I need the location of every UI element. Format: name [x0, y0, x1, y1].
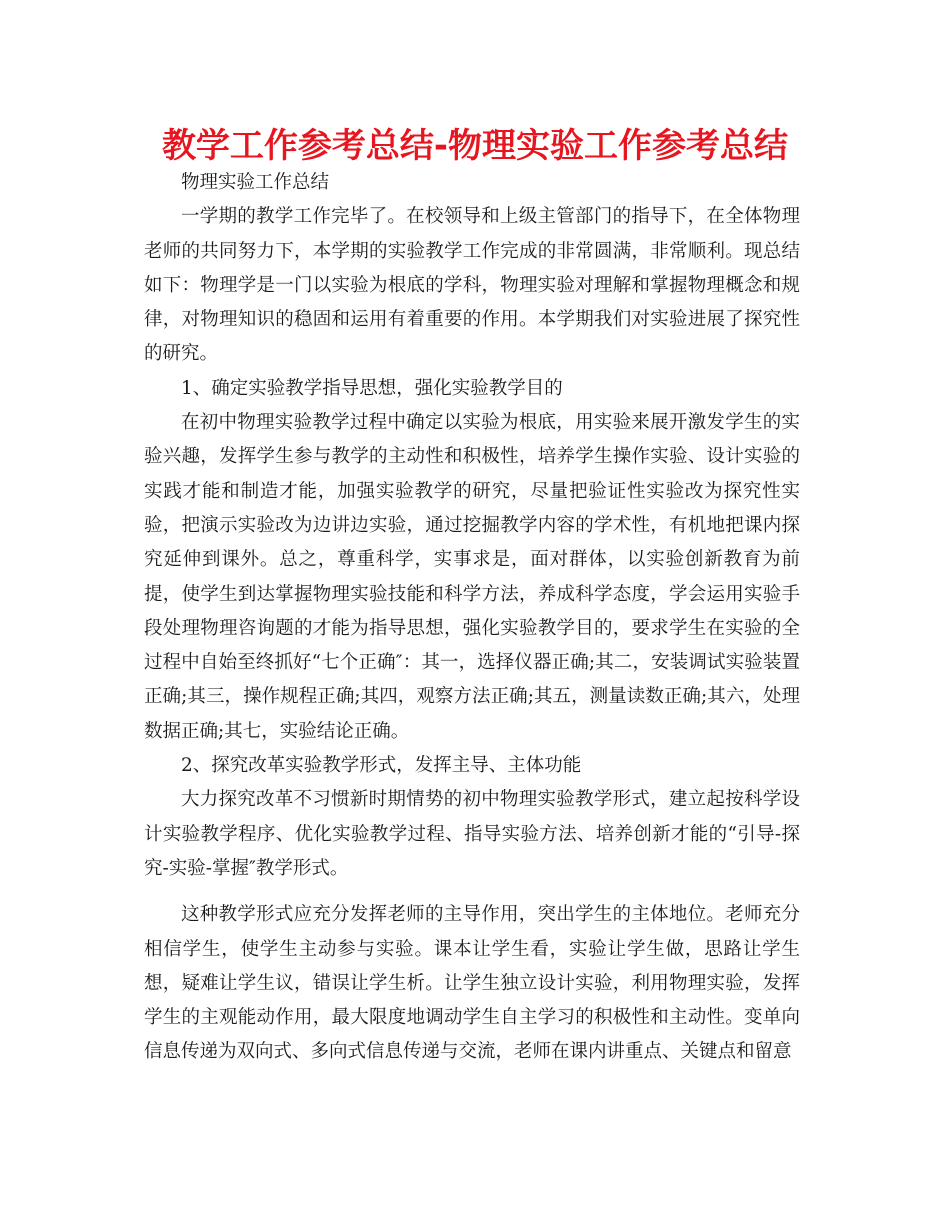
section-heading: 1、确定实验教学指导思想，强化实验教学目的 [181, 377, 563, 399]
section-heading: 物理实验工作总结 [181, 172, 330, 193]
paragraph: 大力探究改革不习惯新时期情势的初中物理实验教学形式，建立起按科学设计实验教学程序、优化实验教学过程、指导实验方法、培养创新才能的“引导-探究-实验-掌握″教学形式。 [144, 789, 800, 879]
paragraph: 在初中物理实验教学过程中确定以实验为根底，用实验来展开激发学生的实验兴趣，发挥学生参与教学的主动性和积极性，培养学生操作实验、设计实验的实践才能和制造才能，加强实验教学的研究，尽量把验证性实验改为探究性实验，把演示实验改为边讲边实验，通过挖掘教学内容的学术性，有机地把课内探究延伸到课外。总之，尊重科学，实事求是，面对群体，以实验创新教育为前提，使学生到达掌握物理实验技能和科学方法，养成科学态度，学会运用实验手段处理物理咨询题的才能为指导思想，强化实验教学目的，要求学生在实验的全过程中自始至终抓好“七个正确″：其一，选择仪器正确;其二，安装调试实验装置正确;其三，操作规程正确;其四，观察方法正确;其五，测量读数正确;其六，处理数据正确;其七，实验结论正确。 [144, 412, 800, 742]
section-heading: 2、探究改革实验教学形式，发挥主导、主体功能 [181, 755, 582, 777]
paragraph: 这种教学形式应充分发挥老师的主导作用，突出学生的主体地位。老师充分相信学生，使学生主动参与实验。课本让学生看，实验让学生做，思路让学生想，疑难让学生议，错误让学生析。让学生独立设计实验，利用物理实验，发挥学生的主观能动作用，最大限度地调动学生自主学习的积极性和主动性。变单向信息传递为双向式、多向式信息传递与交流，老师在课内讲重点、关键点和留意 [144, 904, 800, 1063]
document-title: 教学工作参考总结-物理实验工作参考总结 [161, 126, 789, 166]
document-body [144, 166, 800, 1070]
paragraph: 一学期的教学工作完毕了。在校领导和上级主管部门的指导下，在全体物理老师的共同努力下，本学期的实验教学工作完成的非常圆满，非常顺利。现总结如下：物理学是一门以实验为根底的学科，物理实验对理解和掌握物理概念和规律，对物理知识的稳固和运用有着重要的作用。本学期我们对实验进展了探究性的研究。 [144, 206, 800, 365]
